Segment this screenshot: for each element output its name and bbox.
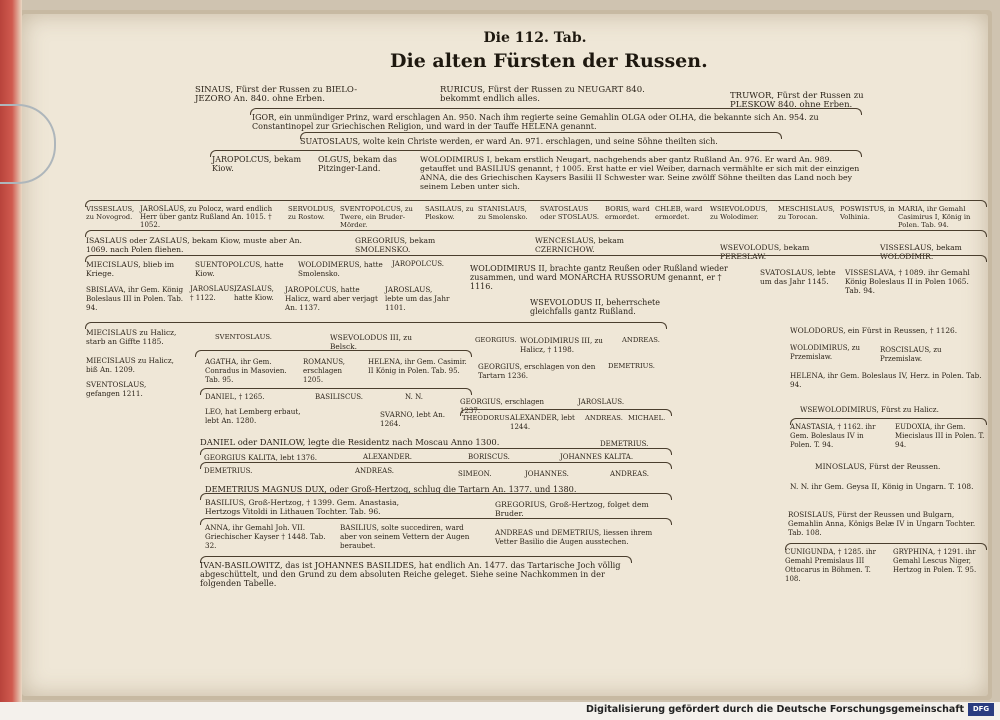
entry-svatoslaus-2: SVATOSLAUS, lebte um das Jahr 1145. [760,268,836,286]
entry-georgius-kalita: GEORGIUS KALITA, lebt 1376. [204,453,318,462]
entry-johannes-kalita: JOHANNES KALITA. [560,453,634,461]
entry-rosislaus: ROSISLAUS, Fürst der Reussen und Bulgarn, Gemahlin Anna, Königs Belæ IV in Ungarn Tochter. Tab. 108. [788,510,976,537]
entry-georgius-1: GEORGIUS. [475,336,517,344]
entry-cunigunda: CUNIGUNDA, † 1285. ihr Gemahl Premislaus III Ottocarus in Böhmen. T. 108. [785,548,876,583]
entry-suentopolcus: SUENTOPOLCUS, hatte Kiow. [195,260,284,278]
entry-roscislaus: ROSCISLAUS, zu Przemislaw. [880,346,942,363]
entry-gryphina: GRYPHINA, † 1291. ihr Gemahl Lescus Niger, Hertzog in Polen. T. 95. [893,548,977,574]
entry-andreas-demetrius: ANDREAS und DEMETRIUS, liessen ihrem Vetter Basilio die Augen ausstechen. [495,528,653,546]
entry-wolodimirus-1: WOLODIMIRUS I, bekam erstlich Neugart, nachgehends aber gantz Rußland An. 976. Er ward An. 989. getauffet und BASILIUS genannt, † 1005. Erst hatte er viel Weiber, darnach vermählte er sich mit der einzigen ANNA, die des Griechischen Kaysers Basilii II Schwester war. Seine zwölff Söhne theilten das Land noch bey seinem Leben unter sich. [420,155,860,191]
entry-jaropolcus: JAROPOLCUS, bekam Kiow. [212,155,302,173]
son-svatoslaus: SVATOSLAUS oder STOSLAUS. [540,205,600,221]
entry-demetrius-1: DEMETRIUS. [608,362,655,370]
son-servoldus: SERVOLDUS, zu Rostow. [288,205,336,221]
entry-nn-2: N. N. ihr Gem. Geysa II, König in Ungarn. T. 108. [790,482,974,491]
son-chleb: CHLEB, ward ermordet. [655,205,703,221]
dfg-logo: DFG [968,703,994,716]
entry-eudoxia: EUDOXIA, ihr Gem. Miecislaus III in Polen. T. 94. [895,423,985,449]
entry-olgus: OLGUS, bekam das Pitzinger-Land. [318,155,397,173]
son-jaroslaus: JAROSLAUS, zu Polocz, ward endlich Herr über gantz Rußland An. 1015. † 1052. [140,205,273,229]
brace [195,350,472,357]
entry-demetrius-magnus: DEMETRIUS MAGNUS DUX, oder Groß-Hertzog, schlug die Tartarn An. 1377. und 1380. [205,484,577,494]
entry-ruricus: RURICUS, Fürst der Russen zu NEUGART 840. bekommt endlich alles. [440,85,645,104]
entry-mieciselaus: MIECISLAUS, blieb im Kriege. [86,260,175,278]
entry-sventoslaus-1: SVENTOSLAUS. [215,333,272,341]
son-meschislaus: MESCHISLAUS, zu Torocan. [778,205,835,221]
entry-boriscus: BORISCUS. [468,453,510,461]
entry-leo: LEO, hat Lemberg erbaut, lebt An. 1280. [205,407,301,425]
entry-georgius-3: GEORGIUS, erschlagen 1237. [460,398,545,415]
entry-jaroslaus-4: JAROSLAUS. [578,398,625,406]
entry-igor: IGOR, ein unmündiger Prinz, ward erschlagen An. 950. Nach ihm regierte seine Gemahlin OLGA oder OLHA, die bekannte sich An. 954. zu Constantinopel zur Griechischen Religion, und ward in der Tauffe HELENA genannt. [252,113,819,131]
entry-sventoslaus-2: SVENTOSLAUS, gefangen 1211. [86,380,147,398]
footer-credit: Digitalisierung gefördert durch die Deutsche Forschungsgemeinschaft [586,704,964,715]
entry-helena-2: HELENA, ihr Gem. Boleslaus IV, Herz. in Polen. Tab. 94. [790,371,982,389]
entry-gregorius-1: GREGORIUS, bekam SMOLENSKO. [355,236,436,254]
brace [200,462,672,469]
entry-nn-1: N. N. [405,393,424,401]
entry-svarno: SVARNO, lebt An. 1264. [380,410,445,428]
entry-miecislaus-halicz: MIECISLAUS zu Halicz, starb an Giffte 1185. [86,328,177,346]
entry-wolodimirus-przemislaw: WOLODIMIRUS, zu Przemislaw. [790,344,860,361]
entry-simeon: SIMEON. [458,470,492,478]
entry-georgius-2: GEORGIUS, erschlagen von den Tartarn 1236. [478,362,596,380]
entry-wsewolodimirus: WSEWOLODIMIRUS, Fürst zu Halicz. [800,405,939,414]
entry-jaroslaus-3: JAROSLAUS, lebte um das Jahr 1101. [385,285,450,312]
entry-miecislaus-2: MIECISLAUS zu Halicz, biß An. 1209. [86,356,174,374]
son-wsievolodus: WSIEVOLODUS, zu Wolodimer. [710,205,768,221]
entry-andreas-4: ANDREAS. [610,470,649,478]
entry-andreas-2: ANDREAS. [585,414,623,422]
entry-daniel-2: DANIEL oder DANILOW, legte die Residentz nach Moscau Anno 1300. [200,437,500,447]
entry-visseslaus-2: VISSESLAUS, bekam WOLODIMIR. [880,243,962,261]
entry-sinaus: SINAUS, Fürst der Russen zu BIELO-JEZORO An. 840. ohne Erben. [195,85,358,104]
son-sasilaus: SASILAUS, zu Pleskow. [425,205,474,221]
entry-jaropolcus-2: JAROPOLCUS. [392,260,444,268]
entry-agatha: AGATHA, ihr Gem. Conradus in Masovien. Tab. 95. [205,358,287,384]
entry-suatoslaus: SUATOSLAUS, wolte kein Christe werden, er ward An. 971. erschlagen, und seine Söhne theilten sich. [300,137,718,146]
entry-alexander-2: ALEXANDER. [363,453,412,461]
entry-sbislava: SBISLAVA, ihr Gem. König Boleslaus III in Polen. Tab. 94. [86,285,184,312]
entry-basilius-2: BASILIUS, solte succediren, ward aber von seinem Vettern der Augen beraubet. [340,523,470,550]
entry-alexander-1: ALEXANDER, lebt 1244. [510,414,575,431]
entry-wolodimerus: WOLODIMERUS, hatte Smolensko. [298,260,383,278]
entry-wsevolodus-2: WSEVOLODUS II, beherrschete gleichfalls gantz Rußland. [530,298,661,316]
entry-visseslava: VISSESLAVA, † 1089. ihr Gemahl König Boleslaus II in Polen 1065. Tab. 94. [845,268,970,295]
entry-isaslaus: ISASLAUS oder ZASLAUS, bekam Kiow, muste aber An. 1069. nach Polen fliehen. [86,236,302,254]
entry-anastasia: ANASTASIA, † 1162. ihr Gem. Boleslaus IV in Polen. T. 94. [790,423,876,449]
entry-wolodorus: WOLODORUS, ein Fürst in Reussen, † 1126. [790,326,958,335]
entry-basilius: BASILIUS, Groß-Hertzog, † 1399. Gem. Anastasia, Hertzogs Vitoldi in Lithauen Tochter. Tab. 96. [205,498,400,516]
entry-demetrius-3: DEMETRIUS. [204,467,253,475]
entry-andreas-3: ANDREAS. [355,467,394,475]
entry-minoslaus: MINOSLAUS, Fürst der Reussen. [815,462,941,471]
entry-jaropolcus-3: JAROPOLCUS, hatte Halicz, ward aber verjagt An. 1137. [285,285,378,312]
entry-izaslaus: IZASLAUS, hatte Kiow. [234,285,274,302]
son-poswistus: POSWISTUS, in Volhinia. [840,205,895,221]
entry-johannes: JOHANNES. [525,470,569,478]
page-title: Die alten Fürsten der Russen. [390,50,708,72]
entry-daniel-1: DANIEL, † 1265. [205,393,265,401]
entry-gregorius-2: GREGORIUS, Groß-Hertzog, folget dem Bruder. [495,500,649,518]
entry-romanus: ROMANUS, erschlagen 1205. [303,358,346,384]
entry-basiliscus: BASILISCUS. [315,393,363,401]
son-boris: BORIS, ward ermordet. [605,205,650,221]
entry-jaroslaus-2: JAROSLAUS, † 1122. [190,285,237,302]
entry-andreas-1: ANDREAS. [622,336,660,344]
son-sventopolcus: SVENTOPOLCUS, zu Twere, ein Bruder-Mörder. [340,205,413,229]
entry-wsevolodus-3: WSEVOLODUS III, zu Belsck. [330,333,412,351]
son-maria: MARIA, ihr Gemahl Casimirus I, König in Polen. Tab. 94. [898,205,971,229]
entry-helena-1: HELENA, ihr Gem. Casimir. II König in Polen. Tab. 95. [368,358,467,375]
entry-wenceslaus: WENCESLAUS, bekam CZERNICHOW. [535,236,624,254]
son-visseslaus: VISSESLAUS, zu Novogrod. [86,205,135,221]
table-number: Die 112. Tab. [483,30,587,46]
entry-wolodimirus-3: WOLODIMIRUS III, zu Halicz, † 1198. [520,336,603,354]
entry-truwor: TRUWOR, Fürst der Russen zu PLESKOW 840. ohne Erben. [730,91,864,110]
entry-anna: ANNA, ihr Gemahl Joh. VII. Griechischer Kayser † 1448. Tab. 32. [205,523,326,550]
entry-ivan-basilowitz: IVAN-BASILOWITZ, das ist JOHANNES BASILIDES, hat endlich An. 1477. das Tartarische Joch völlig abgeschüttelt, und den Grund zu dem absoluten Reiche geleget. Siehe seine Nachkommen in der folgenden Tabelle. [200,560,621,588]
entry-wolodimirus-2: WOLODIMIRUS II, brachte gantz Reußen oder Rußland wieder zusammen, und ward MONARCHA RUSSORUM genannt, er † 1116. [470,264,728,291]
entry-demetrius-2: DEMETRIUS. [600,440,649,448]
entry-theodorus: THEODORUS. [462,414,512,422]
entry-michael: MICHAEL. [628,414,666,422]
son-stanislaus: STANISLAUS, zu Smolensko. [478,205,528,221]
entry-wsevolodus-1: WSEVOLODUS, bekam PERESLAW. [720,243,810,261]
